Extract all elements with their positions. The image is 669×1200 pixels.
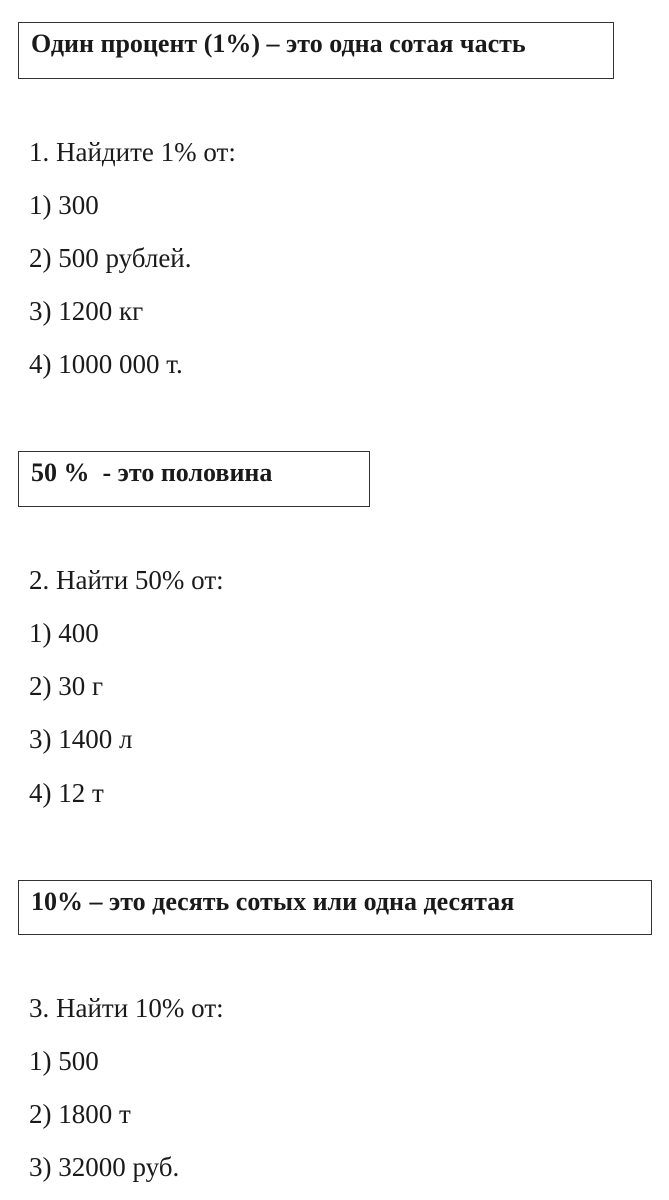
task-item: 1) 300 bbox=[29, 190, 99, 220]
definition-box-3 bbox=[18, 880, 652, 935]
task-item: 3) 1400 л bbox=[29, 724, 133, 754]
definition-text: 10% – это десять сотых или одна десятая bbox=[31, 887, 515, 916]
definition-box-1 bbox=[18, 22, 614, 79]
task-heading: 3. Найти 10% от: bbox=[29, 993, 224, 1023]
task-item: 2) 500 рублей. bbox=[29, 243, 192, 273]
task-heading: 1. Найдите 1% от: bbox=[29, 137, 236, 167]
task-item: 3) 1200 кг bbox=[29, 296, 144, 326]
task-heading: 2. Найти 50% от: bbox=[29, 565, 224, 595]
definition-text: 50 % - это половина bbox=[31, 458, 273, 487]
definition-box-2 bbox=[18, 451, 370, 507]
definition-text: Один процент (1%) – это одна сотая часть bbox=[31, 29, 526, 58]
task-item: 1) 500 bbox=[29, 1046, 99, 1076]
task-item: 3) 32000 руб. bbox=[29, 1152, 180, 1182]
task-item: 4) 12 т bbox=[29, 778, 104, 808]
task-item: 4) 1000 000 т. bbox=[29, 349, 183, 379]
task-item: 1) 400 bbox=[29, 618, 99, 648]
task-item: 2) 1800 т bbox=[29, 1099, 131, 1129]
task-item: 2) 30 г bbox=[29, 671, 104, 701]
